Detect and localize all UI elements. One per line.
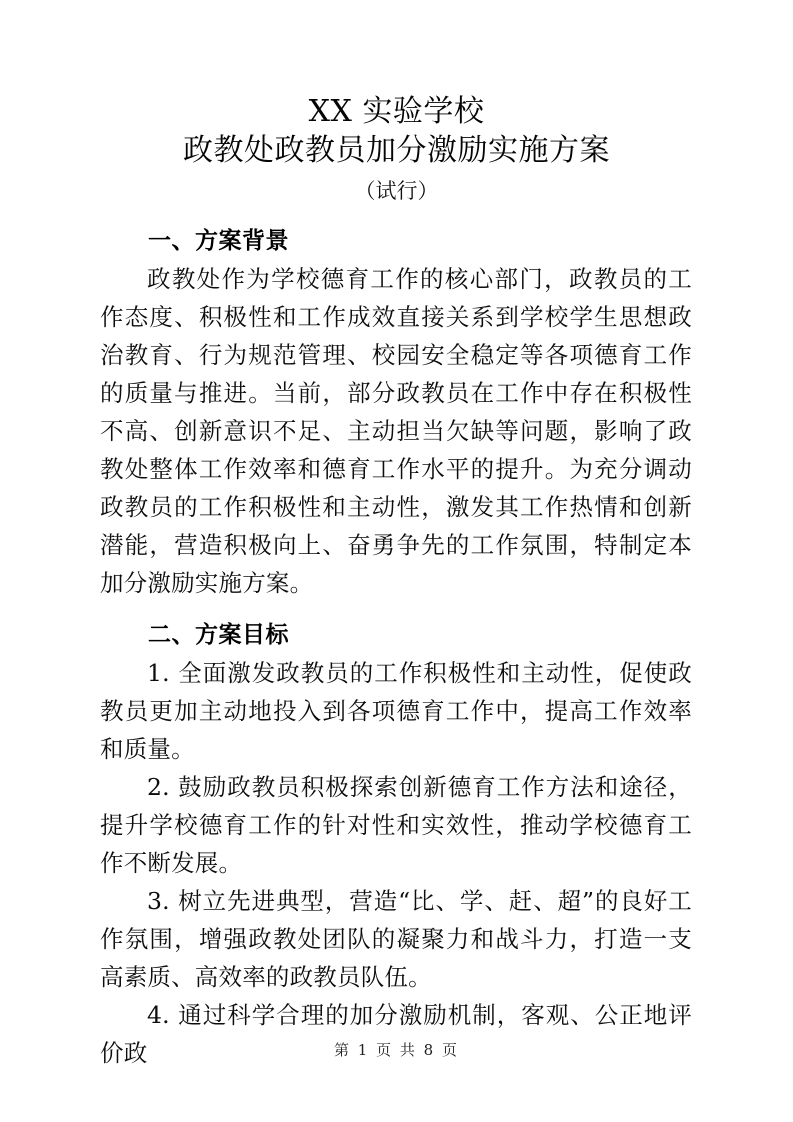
- document-title-line-1: XX 实验学校: [308, 94, 485, 129]
- document-subtitle: （试行）: [354, 179, 439, 203]
- document-title-block: [0, 92, 793, 208]
- page-footer: [0, 1040, 793, 1060]
- document-title-line-2: 政教处政教员加分激励实施方案: [183, 133, 610, 168]
- section-heading-background: 一、方案背景: [148, 228, 289, 254]
- objective-item-3: 3. 树立先进典型，营造“比、学、赶、超”的良好工作氛围，增强政教处团队的凝聚力和战斗力，打造一支高素质、高效率的政教员队伍。: [100, 887, 692, 991]
- document-body: [100, 222, 692, 1072]
- objective-item-1: 1. 全面激发政教员的工作积极性和主动性，促使政教员更加主动地投入到各项德育工作中，提高工作效率和质量。: [100, 659, 692, 763]
- page-indicator: 第 1 页 共 8 页: [334, 1041, 459, 1059]
- section-heading-objectives: 二、方案目标: [148, 622, 289, 648]
- section-background-paragraph-1: 政教处作为学校德育工作的核心部门，政教员的工作态度、积极性和工作成效直接关系到学校学生思想政治教育、行为规范管理、校园安全稳定等各项德育工作的质量与推进。当前，部分政教员在工作中存在积极性不高、创新意识不足、主动担当欠缺等问题，影响了政教处整体工作效率和德育工作水平的提升。为充分调动政教员的工作积极性和主动性，激发其工作热情和创新潜能，营造积极向上、奋勇争先的工作氛围，特制定本加分激励实施方案。: [100, 265, 692, 597]
- objective-item-2: 2. 鼓励政教员积极探索创新德育工作方法和途径，提升学校德育工作的针对性和实效性，推动学校德育工作不断发展。: [100, 773, 692, 877]
- objective-item-4: 4. 通过科学合理的加分激励机制，客观、公正地评价政: [100, 1001, 692, 1067]
